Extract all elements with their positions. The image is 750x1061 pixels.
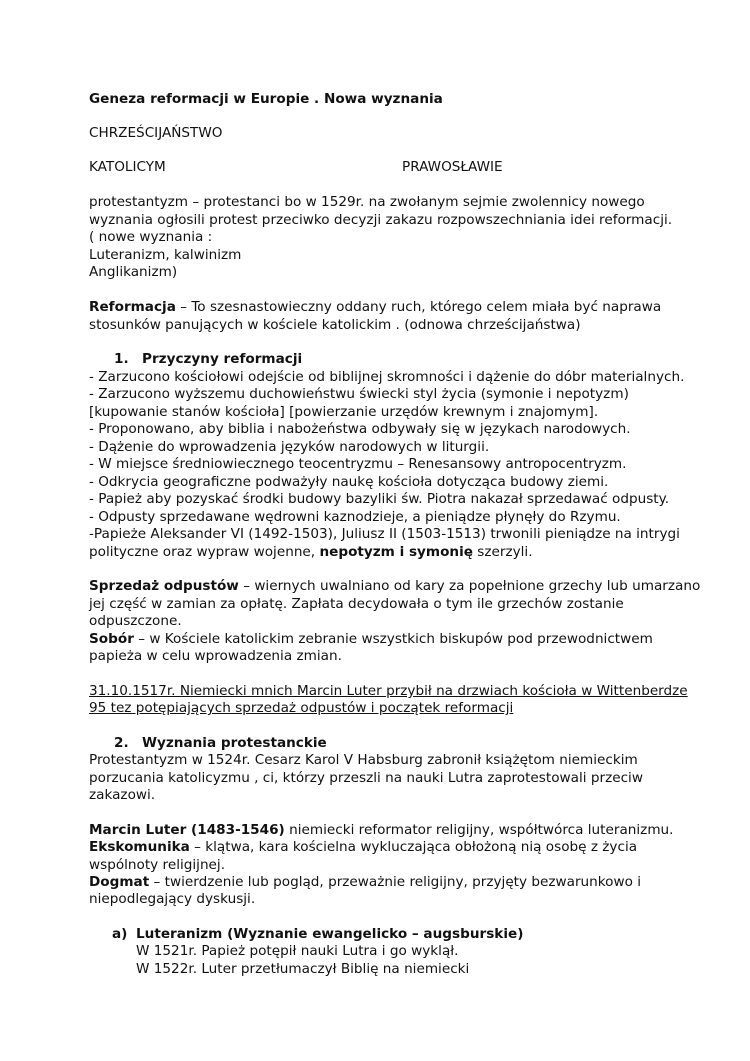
przyczyny-item: -Papieże Aleksander VI (1492-1503), Juliusz II (1503-1513) trwonili pieniądze na intrygi xyxy=(89,526,680,542)
przyczyny-item xyxy=(89,543,533,561)
sobor-term: Sobór xyxy=(89,631,134,647)
marcin-luter-definition xyxy=(89,821,674,839)
dogmat-text: – twierdzenie lub pogląd, przeważnie religijny, przyjęty bezwarunkowo i xyxy=(149,874,642,890)
marcin-luter-text: niemiecki reformator religijny, współtwórca luteranizmu. xyxy=(284,822,674,838)
wyznania-line: porzucania katolicyzmu , ci, którzy przeszli na nauki Lutra zaprotestowali przeciw xyxy=(89,770,643,786)
page-title: Geneza reformacji w Europie . Nowa wyznania xyxy=(89,91,443,107)
ekskomunika-line: wspólnoty religijnej. xyxy=(89,857,226,873)
section-title: Przyczyny reformacji xyxy=(142,351,303,367)
przyczyny-item: - Papież aby pozyskać środki budowy bazyliki św. Piotra nakazał sprzedawać odpusty. xyxy=(89,491,670,507)
przyczyny-bold-text: nepotyzm i symonię xyxy=(319,544,473,560)
luteranizm-line: W 1522r. Luter przetłumaczył Biblię na niemiecki xyxy=(136,961,470,977)
subsection-title: Luteranizm (Wyznanie ewangelicko – augsburskie) xyxy=(136,926,524,942)
sobor-line: papieża w celu wprowadzenia zmian. xyxy=(89,648,342,664)
marcin-luter-term: Marcin Luter (1483-1546) xyxy=(89,822,285,838)
heading-chrzescijanstwo: CHRZEŚCIJAŃSTWO xyxy=(89,125,223,141)
dogmat-definition xyxy=(89,873,641,891)
przyczyny-item: [kupowanie stanów kościoła] [powierzanie urzędów krewnym i znajomym]. xyxy=(89,404,599,420)
odpusty-text: – wiernych uwalniano od kary za popełnione grzechy lub umarzano xyxy=(238,578,701,594)
label-katolicym: KATOLICYM xyxy=(89,159,166,175)
luter-event-line: 31.10.1517r. Niemiecki mnich Marcin Luter przybił na drzwiach kościoła w Wittenberdze xyxy=(89,683,688,699)
wyznania-line: zakazowi. xyxy=(89,787,156,803)
przyczyny-item: - Odpusty sprzedawane wędrowni kaznodzieje, a pieniądze płynęły do Rzymu. xyxy=(89,509,621,525)
przyczyny-item: - Proponowano, aby biblia i nabożeństwa odbywały się w językach narodowych. xyxy=(89,421,631,437)
ekskomunika-text: – klątwa, kara kościelna wykluczająca obłożoną nią osobę z życia xyxy=(189,839,638,855)
section-number: 2. xyxy=(114,735,129,751)
przyczyny-item: - Odkrycia geograficzne podważyły naukę kościoła dotycząca budowy ziemi. xyxy=(89,474,609,490)
protestantyzm-line: Luteranizm, kalwinizm xyxy=(89,247,242,263)
protestantyzm-line: wyznania ogłosili protest przeciwko decyzji zakazu rozpowszechniania idei reformacji. xyxy=(89,212,673,228)
przyczyny-item: - Zarzucono kościołowi odejście od biblijnej skromności i dążenie do dóbr materialnych. xyxy=(89,369,685,385)
przyczyny-text: szerzyli. xyxy=(472,544,533,560)
section-title: Wyznania protestanckie xyxy=(142,735,327,751)
przyczyny-item: - Dążenie do wprowadzenia języków narodowych w liturgii. xyxy=(89,439,490,455)
reformacja-line: stosunków panujących w kościele katolickim . (odnowa chrześcijaństwa) xyxy=(89,317,581,333)
reformacja-definition xyxy=(89,298,661,316)
protestantyzm-line: protestantyzm – protestanci bo w 1529r. na zwołanym sejmie zwolennicy nowego xyxy=(89,194,645,210)
odpusty-definition xyxy=(89,577,700,595)
odpusty-term: Sprzedaż odpustów xyxy=(89,578,239,594)
ekskomunika-term: Ekskomunika xyxy=(89,839,190,855)
sobor-text: – w Kościele katolickim zebranie wszystkich biskupów pod przewodnictwem xyxy=(133,631,653,647)
section-heading-wyznania xyxy=(114,734,327,752)
protestantyzm-line: ( nowe wyznania : xyxy=(89,229,213,245)
luteranizm-line: W 1521r. Papież potępił nauki Lutra i go wyklął. xyxy=(136,943,459,959)
wyznania-line: Protestantyzm w 1524r. Cesarz Karol V Habsburg zabronił książętom niemieckim xyxy=(89,752,638,768)
sobor-definition xyxy=(89,630,653,648)
protestantyzm-line: Anglikanizm) xyxy=(89,264,178,280)
section-number: 1. xyxy=(114,351,129,367)
reformacja-term: Reformacja xyxy=(89,299,176,315)
luter-event-line: 95 tez potępiających sprzedaż odpustów i początek reformacji xyxy=(89,700,514,716)
section-heading-przyczyny xyxy=(114,350,302,368)
przyczyny-text: polityczne oraz wypraw wojenne, xyxy=(89,544,320,560)
subsection-letter: a) xyxy=(112,926,128,942)
label-prawoslawie: PRAWOSŁAWIE xyxy=(402,159,503,175)
dogmat-line: niepodlegający dyskusji. xyxy=(89,891,256,907)
reformacja-text: – To szesnastowieczny oddany ruch, którego celem miała być naprawa xyxy=(175,299,662,315)
dogmat-term: Dogmat xyxy=(89,874,150,890)
odpusty-line: jej część w zamian za opłatę. Zapłata decydowała o tym ile grzechów zostanie xyxy=(89,596,624,612)
przyczyny-item: - W miejsce średniowiecznego teocentryzmu – Renesansowy antropocentryzm. xyxy=(89,456,627,472)
odpusty-line: odpuszczone. xyxy=(89,613,182,629)
ekskomunika-definition xyxy=(89,838,637,856)
przyczyny-item: - Zarzucono wyższemu duchowieństwu świecki styl życia (symonie i nepotyzm) xyxy=(89,386,629,402)
subsection-heading-luteranizm xyxy=(112,925,523,943)
